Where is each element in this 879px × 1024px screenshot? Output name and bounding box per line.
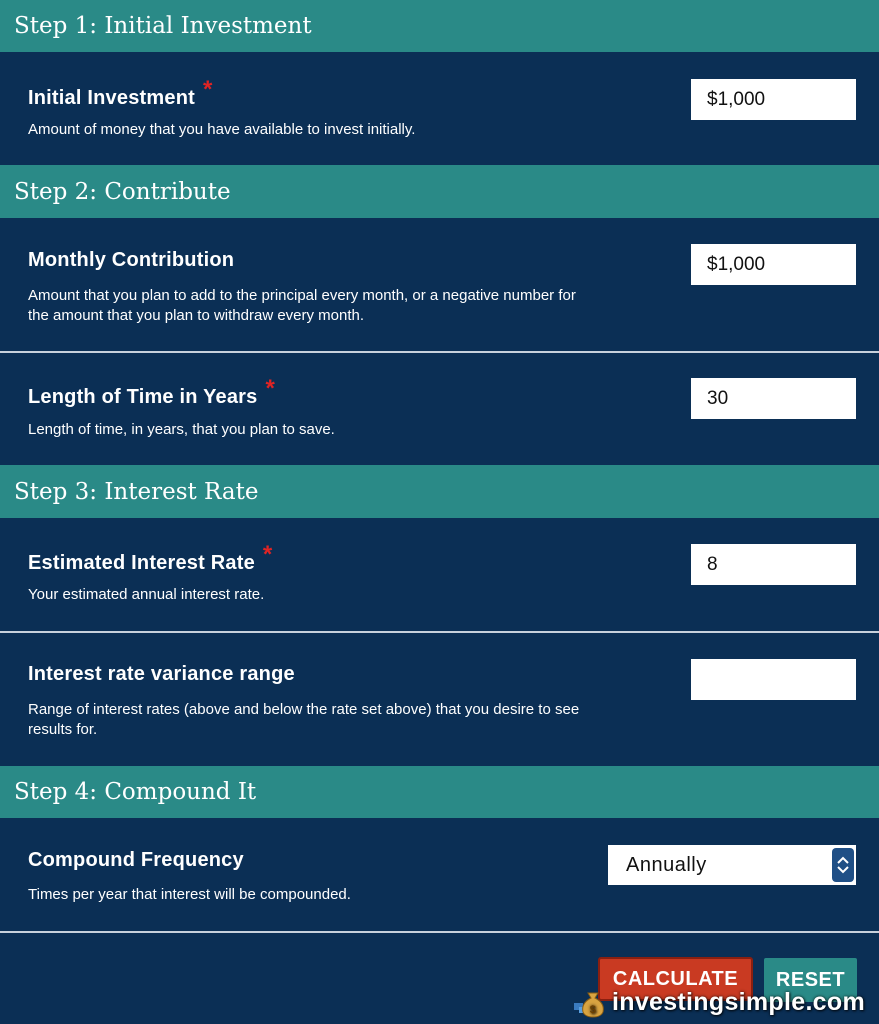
step-3-title: Step 3: Interest Rate (14, 478, 259, 505)
step-1-title: Step 1: Initial Investment (14, 13, 312, 39)
variance-range-label: Interest rate variance range (28, 663, 295, 685)
interest-rate-input[interactable] (691, 544, 856, 585)
initial-investment-label: Initial Investment (28, 87, 195, 109)
chevron-up-icon (837, 856, 849, 864)
compound-frequency-description: Times per year that interest will be compounded. (28, 886, 351, 903)
required-star: * (265, 375, 276, 402)
chevron-down-icon (837, 866, 849, 874)
interest-rate-row (0, 518, 879, 631)
interest-rate-description: Your estimated annual interest rate. (28, 586, 265, 603)
length-of-time-description: Length of time, in years, that you plan to save. (28, 421, 335, 438)
step-3-header (0, 465, 879, 518)
monthly-contribution-description: Amount that you plan to add to the principal every month, or a negative number for the amount that you plan to withdraw every month. (28, 287, 576, 324)
variance-range-row (0, 633, 879, 766)
compound-frequency-selected: Annually (626, 853, 707, 876)
watermark-text: investingsimple.com (612, 987, 865, 1016)
monthly-contribution-row (0, 218, 879, 351)
initial-investment-description: Amount of money that you have available to invest initially. (28, 121, 416, 138)
length-of-time-label-wrap (28, 375, 276, 410)
watermark (574, 985, 865, 1019)
compound-frequency-select[interactable] (608, 845, 856, 885)
svg-text:$: $ (589, 1004, 597, 1016)
step-2-header (0, 165, 879, 218)
step-4-title: Step 4: Compound It (14, 779, 257, 805)
length-of-time-input[interactable] (691, 378, 856, 419)
reset-button[interactable]: RESET (764, 958, 857, 1002)
compound-frequency-label: Compound Frequency (28, 849, 244, 871)
interest-rate-label: Estimated Interest Rate (28, 552, 255, 574)
length-of-time-label: Length of Time in Years (28, 386, 258, 408)
row-divider (0, 931, 879, 933)
variance-range-description: Range of interest rates (above and below the rate set above) that you desire to see results for. (28, 701, 580, 738)
required-star: * (202, 76, 213, 103)
step-2-title: Step 2: Contribute (14, 178, 231, 205)
initial-investment-row (0, 52, 879, 165)
variance-range-input[interactable] (691, 659, 856, 700)
step-4-header (0, 766, 879, 818)
monthly-contribution-label: Monthly Contribution (28, 249, 235, 271)
select-arrows-icon[interactable] (832, 848, 854, 882)
step-1-header (0, 0, 879, 52)
interest-rate-label-wrap (28, 541, 273, 576)
length-of-time-row (0, 353, 879, 465)
initial-investment-label-wrap (28, 76, 213, 111)
initial-investment-input[interactable] (691, 79, 856, 120)
monthly-contribution-input[interactable] (691, 244, 856, 285)
required-star: * (262, 541, 273, 568)
money-bag-icon (574, 985, 608, 1019)
calculate-button[interactable]: CALCULATE (598, 957, 753, 1001)
